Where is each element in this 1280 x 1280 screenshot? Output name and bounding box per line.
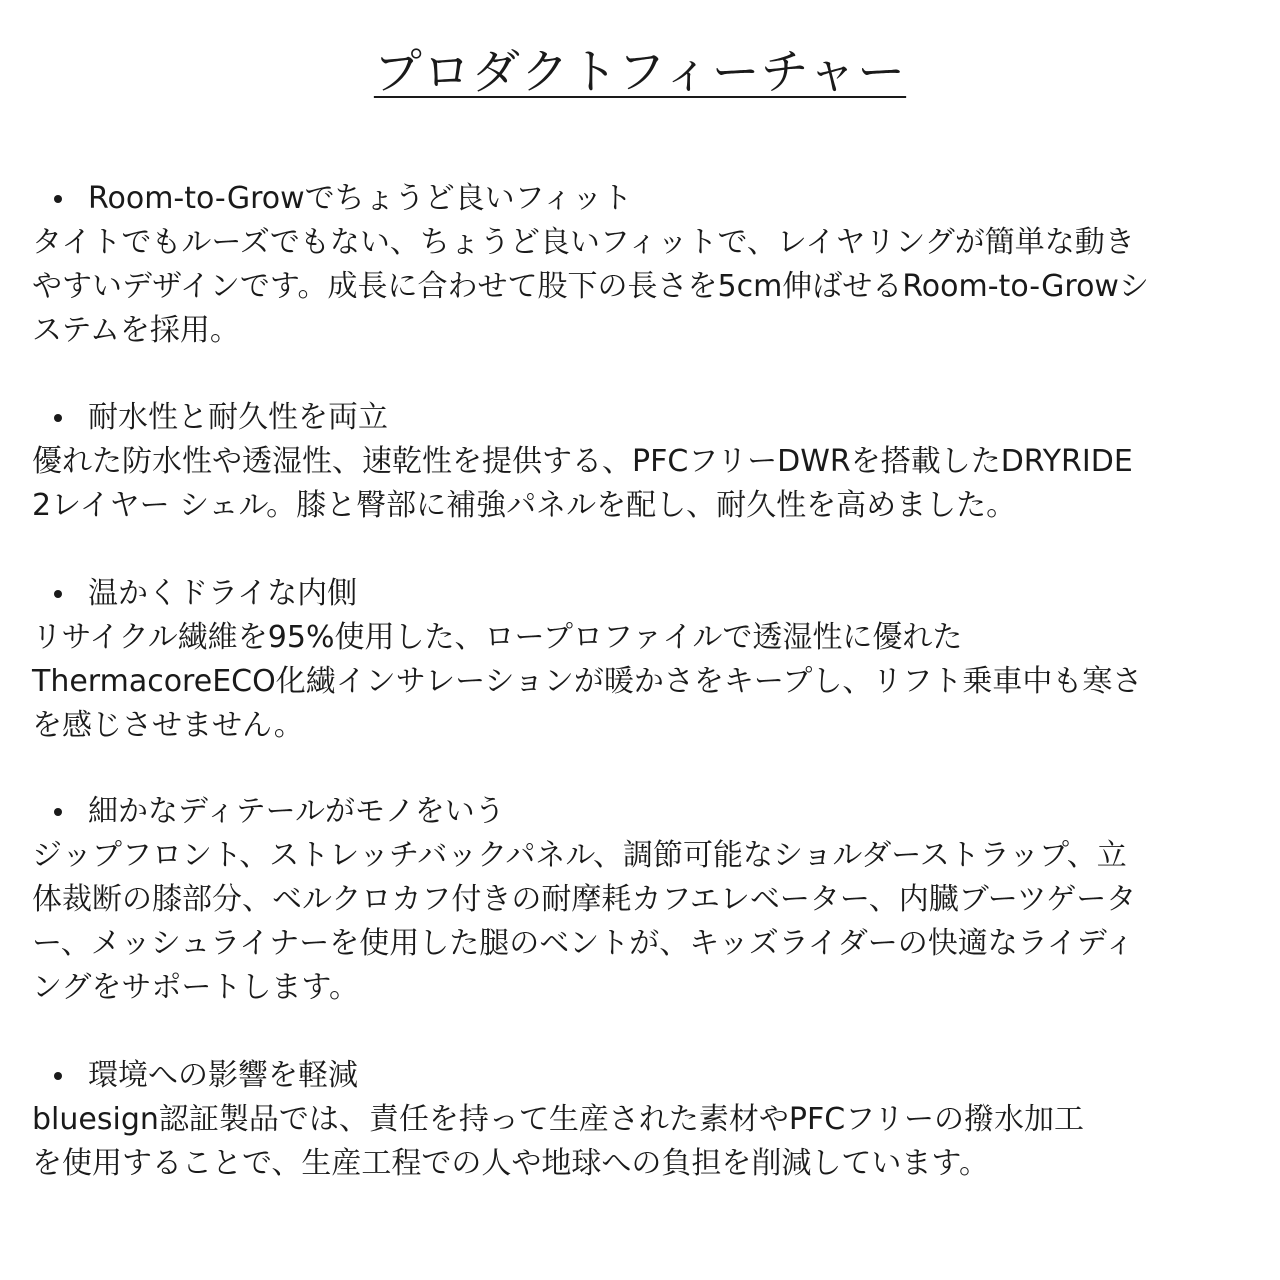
- feature-body-line: を感じさせません。: [32, 708, 304, 743]
- feature-body-line: 2レイヤー シェル。膝と臀部に補強パネルを配し、耐久性を高めました。: [32, 488, 1017, 523]
- feature-heading: [32, 396, 1248, 440]
- page-title-text: プロダクトフィーチャー: [373, 44, 907, 100]
- feature-water-durability: [32, 396, 1248, 528]
- feature-body-line: ThermacoreECO化繊インサレーションが暖かさをキープし、リフト乗車中も寒さ: [32, 664, 1143, 699]
- feature-details: [32, 790, 1248, 1010]
- feature-heading-text: 環境への影響を軽減: [88, 1058, 358, 1093]
- feature-heading-text: Room-to-Growでちょうど良いフィット: [88, 181, 633, 216]
- bullet-icon: [54, 414, 62, 422]
- feature-body-line: ジップフロント、ストレッチバックパネル、調節可能なショルダーストラップ、立: [32, 838, 1127, 873]
- feature-body-line: リサイクル繊維を95%使用した、ロープロファイルで透湿性に優れた: [32, 620, 963, 655]
- feature-warm-dry-inside: [32, 572, 1248, 748]
- feature-room-to-grow: [32, 177, 1248, 353]
- bullet-icon: [54, 195, 62, 203]
- feature-heading-text: 細かなディテールがモノをいう: [88, 794, 505, 829]
- page-title: [0, 40, 1280, 104]
- feature-body-line: ステムを採用。: [32, 313, 240, 348]
- feature-environment: [32, 1054, 1248, 1186]
- feature-heading: [32, 1054, 1248, 1098]
- feature-heading-text: 耐水性と耐久性を両立: [88, 400, 388, 435]
- feature-body-line: ングをサポートします。: [32, 970, 359, 1005]
- feature-heading: [32, 572, 1248, 616]
- feature-heading: [32, 790, 1248, 834]
- feature-body-line: bluesign認証製品では、責任を持って生産された素材やPFCフリーの撥水加工: [32, 1102, 1084, 1137]
- feature-heading-text: 温かくドライな内側: [88, 576, 358, 611]
- feature-body-line: やすいデザインです。成長に合わせて股下の長さを5cm伸ばせるRoom-to-Growシ: [32, 269, 1149, 304]
- feature-body-line: を使用することで、生産工程での人や地球への負担を削減しています。: [32, 1146, 989, 1181]
- feature-heading: [32, 177, 1248, 221]
- feature-body-line: 優れた防水性や透湿性、速乾性を提供する、PFCフリーDWRを搭載したDRYRIDE: [32, 444, 1133, 479]
- feature-body-line: ー、メッシュライナーを使用した腿のベントが、キッズライダーの快適なライディ: [32, 926, 1135, 961]
- bullet-icon: [54, 808, 62, 816]
- bullet-icon: [54, 1072, 62, 1080]
- feature-body-line: 体裁断の膝部分、ベルクロカフ付きの耐摩耗カフエレベーター、内臓ブーツゲータ: [32, 882, 1137, 917]
- feature-body-line: タイトでもルーズでもない、ちょうど良いフィットで、レイヤリングが簡単な動き: [32, 225, 1135, 260]
- bullet-icon: [54, 590, 62, 598]
